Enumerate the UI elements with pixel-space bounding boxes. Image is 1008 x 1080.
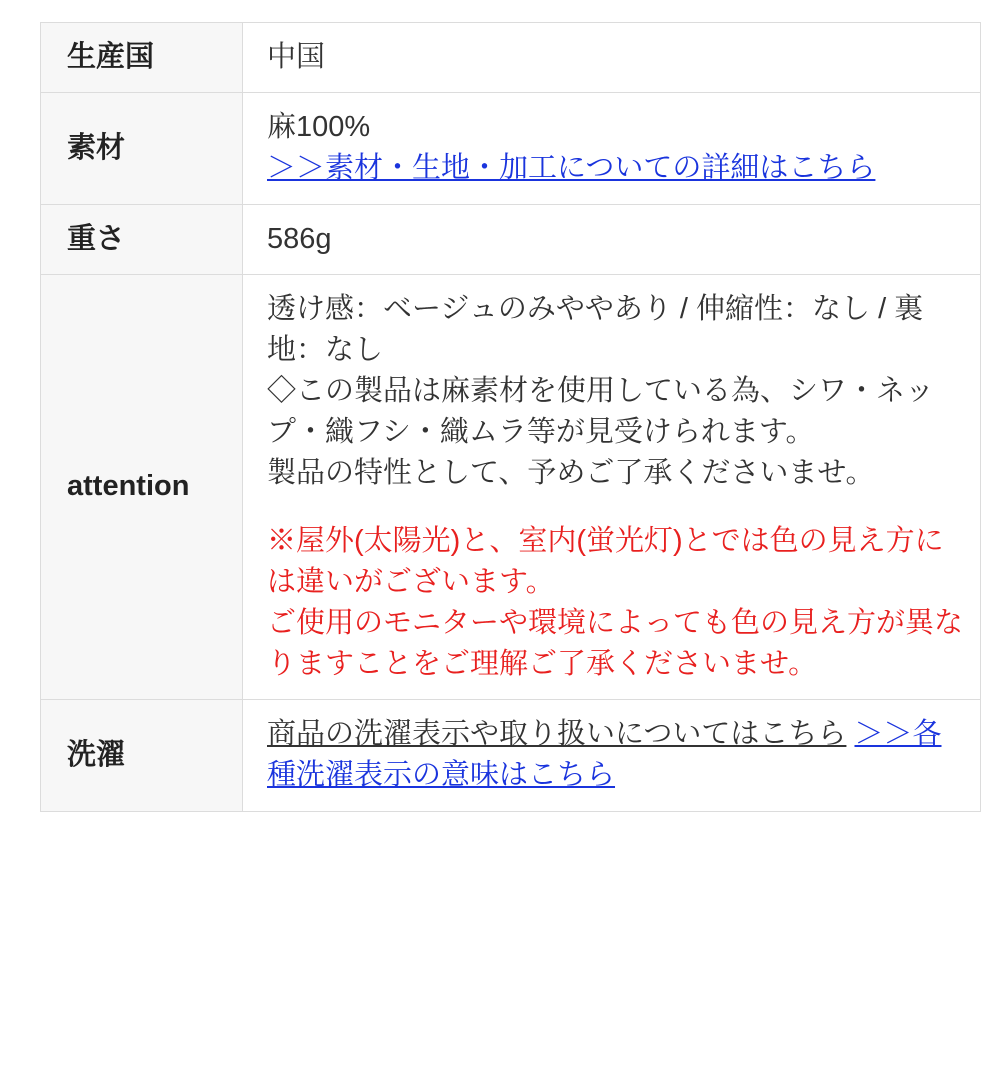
attention-spacer xyxy=(267,495,964,521)
attention-line-1: 透け感：ベージュのみややあり / 伸縮性：なし / 裏地：なし xyxy=(267,292,924,366)
row-value-material xyxy=(243,93,981,204)
material-value: 麻100% xyxy=(267,111,371,144)
row-label-country: 生産国 xyxy=(41,23,243,93)
row-value-wash xyxy=(243,700,981,811)
row-label-material: 素材 xyxy=(41,93,243,204)
attention-warning-1: ※屋外(太陽光)と、室内(蛍光灯)とでは色の見え方には違いがございます。 xyxy=(267,524,944,598)
row-label-weight: 重さ xyxy=(41,204,243,274)
row-label-wash: 洗濯 xyxy=(41,700,243,811)
row-value-attention xyxy=(243,274,981,700)
product-spec-table xyxy=(40,22,981,812)
row-label-attention: attention xyxy=(41,274,243,700)
row-value-country xyxy=(243,23,981,93)
row-value-weight xyxy=(243,204,981,274)
wash-symbol-meaning-link[interactable]: ＞＞各種洗濯表示の意味はこちら xyxy=(267,718,942,792)
table-row xyxy=(41,204,981,274)
attention-line-3: 製品の特性として、予めご了承くださいませ。 xyxy=(267,457,875,490)
table-row xyxy=(41,274,981,700)
wash-care-link[interactable]: 商品の洗濯表示や取り扱いについてはこちら xyxy=(267,718,847,751)
attention-line-2: ◇この製品は麻素材を使用している為、シワ・ネップ・織フシ・織ムラ等が見受けられます。 xyxy=(267,375,935,449)
weight-value: 586g xyxy=(267,222,332,255)
table-row xyxy=(41,700,981,811)
table-row xyxy=(41,93,981,204)
material-detail-link[interactable]: ＞＞素材・生地・加工についての詳細はこちら xyxy=(267,152,876,185)
country-value: 中国 xyxy=(267,41,326,73)
attention-warning-2: ご使用のモニターや環境によっても色の見え方が異なりますことをご理解ご了承くださいませ。 xyxy=(267,606,964,681)
table-row xyxy=(41,23,981,93)
